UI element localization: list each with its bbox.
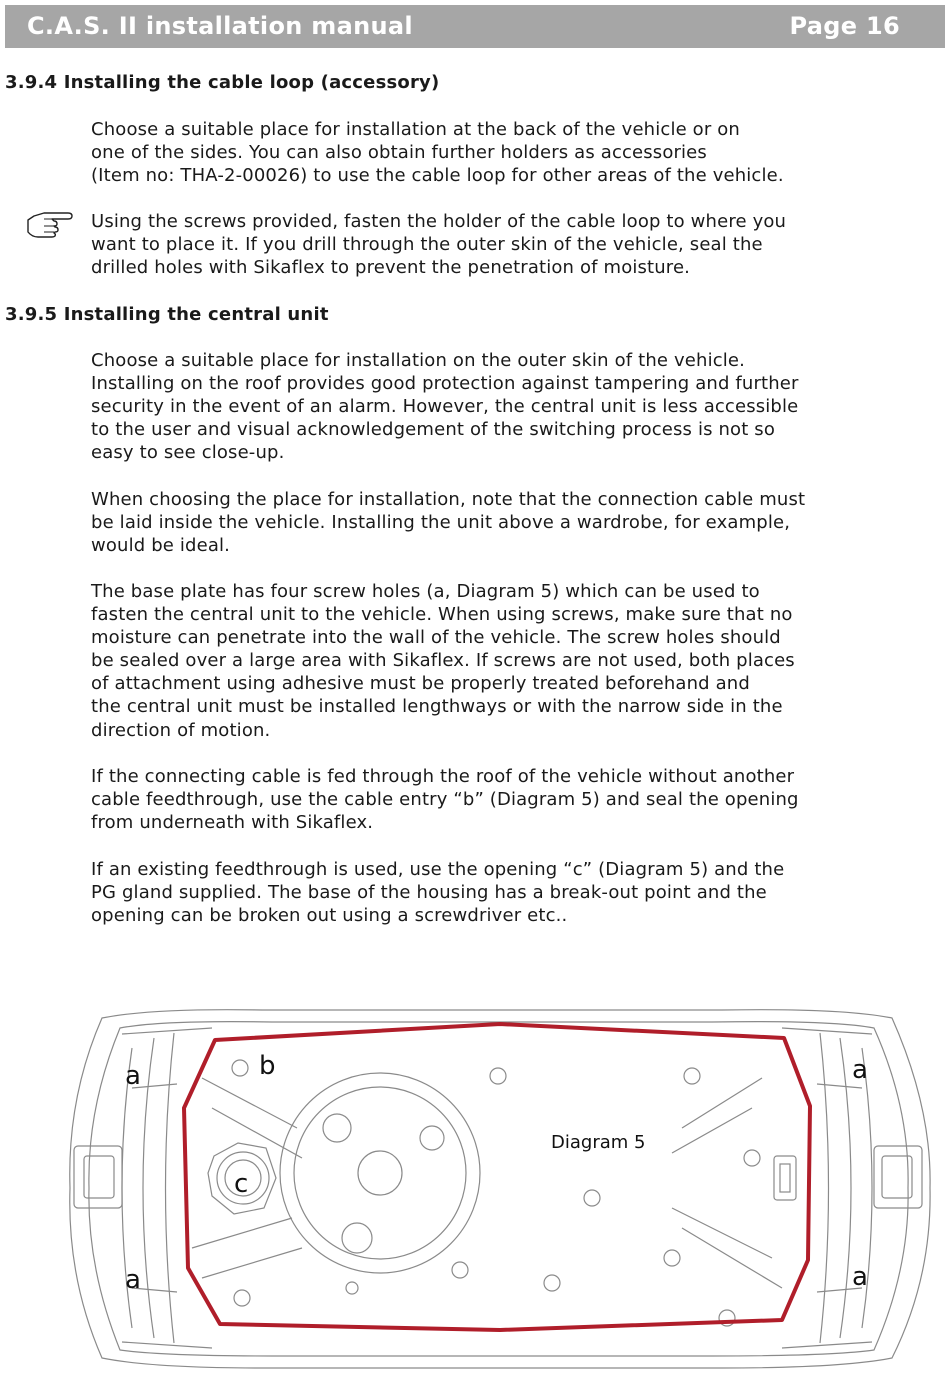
page-number: Page 16 — [789, 12, 900, 40]
label-a-bottom-right: a — [852, 1262, 868, 1292]
label-b: b — [259, 1051, 276, 1081]
pointing-hand-icon — [24, 208, 74, 238]
paragraph-395-1: Choose a suitable place for installation on the outer skin of the vehicle. Installing on the roof provides good protection against tampering and further security in the event of an alarm. However, the central unit is less accessible to the user and visual acknowledgement of the switching process is not so easy to see close-up. — [91, 350, 799, 464]
label-c: c — [234, 1169, 249, 1199]
paragraph-394-2: Using the screws provided, fasten the holder of the cable loop to where you want to place it. If you drill through the outer skin of the vehicle, seal the drilled holes with Sikaflex to prevent the penetration of moisture. — [91, 211, 787, 279]
page-header — [5, 5, 945, 48]
section-heading-395: 3.9.5 Installing the central unit — [5, 304, 329, 325]
seal-outline — [184, 1024, 810, 1330]
label-a-top-left: a — [125, 1061, 141, 1091]
document-title: C.A.S. II installation manual — [27, 12, 413, 40]
paragraph-395-3: The base plate has four screw holes (a, Diagram 5) which can be used to fasten the central unit to the vehicle. When using screws, make sure that no moisture can penetrate into the wall of the vehicle. The screw holes should be sealed over a large area with Sikaflex. If screws are not used, both places of attachment using adhesive must be properly treated beforehand and the central unit must be installed lengthways or with the narrow side in the direction of motion. — [91, 581, 795, 741]
section-heading-394: 3.9.4 Installing the cable loop (accessory) — [5, 72, 440, 93]
diagram-caption: Diagram 5 — [551, 1132, 646, 1153]
diagram-5 — [62, 988, 932, 1374]
label-a-bottom-left: a — [125, 1265, 141, 1295]
paragraph-395-4: If the connecting cable is fed through the roof of the vehicle without another cable feedthrough, use the cable entry “b” (Diagram 5) and seal the opening from underneath with Sikaflex. — [91, 766, 799, 834]
paragraph-395-5: If an existing feedthrough is used, use the opening “c” (Diagram 5) and the PG gland supplied. The base of the housing has a break-out point and the opening can be broken out using a screwdriver etc.. — [91, 859, 785, 927]
central-unit-drawing — [62, 988, 932, 1374]
label-a-top-right: a — [852, 1055, 868, 1085]
paragraph-394-1: Choose a suitable place for installation at the back of the vehicle or on one of the sides. You can also obtain further holders as accessories (Item no: THA-2-00026) to use the cable loop for other areas of the vehicle. — [91, 119, 784, 187]
paragraph-395-2: When choosing the place for installation, note that the connection cable must be laid inside the vehicle. Installing the unit above a wardrobe, for example, would be ideal. — [91, 489, 806, 557]
